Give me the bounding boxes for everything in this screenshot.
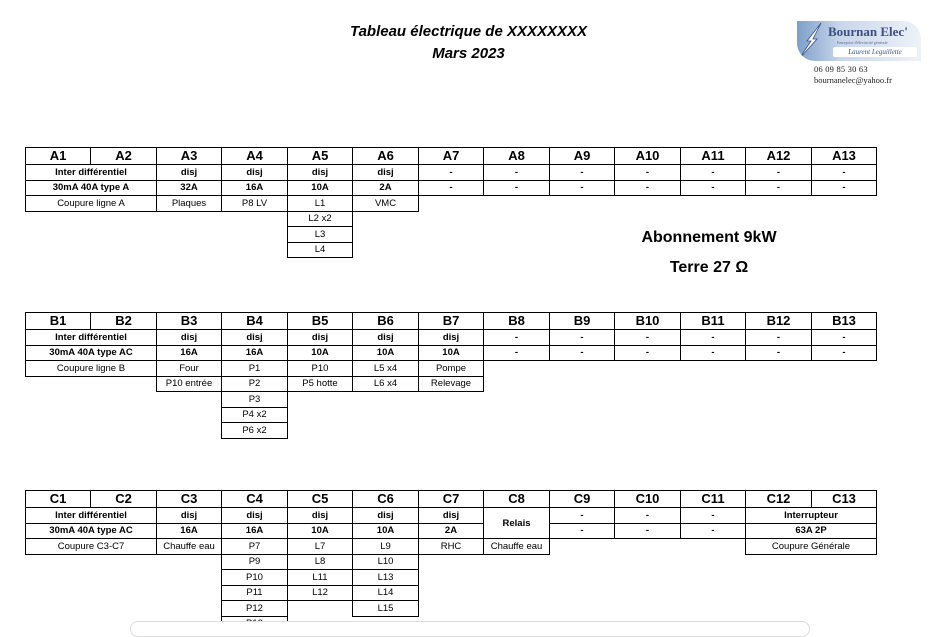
type-cell: - [812,330,877,346]
type-cell: disj [288,330,353,346]
circuit-cell: Chauffe eau [157,539,222,555]
circuit-cell: L3 [288,227,353,243]
table-row [26,376,877,392]
table-row [26,227,877,243]
rating-cell: 10A [288,180,353,196]
type-cell: disj [419,330,484,346]
header-cell: C12 [746,491,812,508]
relay-cell: Relais [484,508,550,539]
type-cell: disj [222,330,288,346]
logo-badge [797,21,921,61]
circuit-cell: L5 x4 [353,361,419,377]
type-cell: disj [157,165,222,181]
circuit-cell: Four [157,361,222,377]
type-cell: disj [288,508,353,524]
logo-owner-name: Laurent Leguillette [833,47,917,57]
circuit-cell: P12 [222,601,288,617]
header-cell: C1 [26,491,91,508]
header-cell: B11 [681,313,746,330]
header-cell: A13 [812,148,877,165]
circuit-cell: P9 [222,554,288,570]
type-cell: disj [157,508,222,524]
table-row [26,585,877,601]
panel-a-table [25,147,877,258]
type-cell: disj [353,165,419,181]
header-cell: C6 [353,491,419,508]
circuit-cell: Coupure C3-C7 [26,539,157,555]
type-cell: - [746,165,812,181]
type-cell: disj [157,330,222,346]
header-cell: A7 [419,148,484,165]
circuit-cell: L12 [288,585,353,601]
table-row [26,313,877,330]
rating-cell: 10A [288,523,353,539]
header-cell: C4 [222,491,288,508]
rating-cell: 30mA 40A type AC [26,523,157,539]
rating-cell: - [681,523,746,539]
logo-phone: 06 09 85 30 63 [814,64,868,74]
table-row [26,242,877,258]
rating-cell: - [812,345,877,361]
type-cell: - [681,165,746,181]
rating-cell: - [419,180,484,196]
header-cell: A6 [353,148,419,165]
rating-cell: - [746,345,812,361]
circuit-cell: L11 [288,570,353,586]
type-cell: - [615,508,681,524]
circuit-cell: P11 [222,585,288,601]
header-cell: B6 [353,313,419,330]
type-cell: - [681,508,746,524]
table-row [26,330,877,346]
type-cell: - [615,165,681,181]
circuit-cell: Pompe [419,361,484,377]
rating-cell: 2A [419,523,484,539]
type-cell: - [484,165,550,181]
header-cell: B7 [419,313,484,330]
type-cell: Inter différentiel [26,330,157,346]
main-switch-cell: Interrupteur [746,508,877,524]
circuit-cell: L4 [288,242,353,258]
header-cell: C5 [288,491,353,508]
header-cell: A11 [681,148,746,165]
rating-cell: 10A [288,345,353,361]
rating-cell: 10A [353,523,419,539]
circuit-cell: Chauffe eau [484,539,550,555]
table-row [26,554,877,570]
header-cell: A8 [484,148,550,165]
header-cell: B12 [746,313,812,330]
circuit-cell: Plaques [157,196,222,212]
table-row [26,165,877,181]
header-cell: A2 [91,148,157,165]
header-cell: C8 [484,491,550,508]
panel-c-table [25,490,877,632]
circuit-cell: P4 x2 [222,407,288,423]
table-row [26,523,877,539]
rating-cell: 2A [353,180,419,196]
table-row [26,180,877,196]
type-cell: - [419,165,484,181]
table-row [26,196,877,212]
header-cell: B8 [484,313,550,330]
table-row [26,392,877,408]
header-cell: A10 [615,148,681,165]
circuit-cell: L9 [353,539,419,555]
rating-cell: 16A [157,523,222,539]
type-cell: disj [419,508,484,524]
circuit-cell: L10 [353,554,419,570]
rating-cell: - [812,180,877,196]
header-cell: A4 [222,148,288,165]
circuit-cell: Coupure ligne A [26,196,157,212]
header-cell: A12 [746,148,812,165]
table-row [26,211,877,227]
lightning-bolt-icon [797,21,831,61]
header-cell: A3 [157,148,222,165]
rating-cell: - [484,345,550,361]
circuit-cell: Coupure ligne B [26,361,157,377]
circuit-cell: P1 [222,361,288,377]
logo-email: bournanelec@yahoo.fr [814,75,892,85]
circuit-cell: VMC [353,196,419,212]
circuit-cell: L13 [353,570,419,586]
rating-cell: - [550,180,615,196]
panel-b-table [25,312,877,439]
header-cell: C7 [419,491,484,508]
header-cell: A5 [288,148,353,165]
company-logo [797,21,923,91]
circuit-cell: L7 [288,539,353,555]
rating-cell: - [615,345,681,361]
table-row [26,539,877,555]
header-cell: B3 [157,313,222,330]
rating-cell: 16A [222,180,288,196]
header-cell: C10 [615,491,681,508]
circuit-cell: P2 [222,376,288,392]
header-cell: A1 [26,148,91,165]
header-cell: B4 [222,313,288,330]
page-title: Tableau électrique de XXXXXXXX [349,23,588,40]
circuit-cell: P8 LV [222,196,288,212]
rating-cell: - [746,180,812,196]
rating-cell: 16A [157,345,222,361]
header-cell: C13 [812,491,877,508]
header-cell: B2 [91,313,157,330]
circuit-cell: L1 [288,196,353,212]
table-row [26,361,877,377]
table-row [26,570,877,586]
rating-cell: 10A [353,345,419,361]
table-row [26,345,877,361]
rating-cell: - [484,180,550,196]
logo-tagline: Entreprise d'électricité générale [837,40,888,45]
header-cell: B10 [615,313,681,330]
page-subtitle: Mars 2023 [432,45,505,62]
header-cell: C11 [681,491,746,508]
rating-cell: 16A [222,345,288,361]
circuit-cell: L14 [353,585,419,601]
circuit-cell: P7 [222,539,288,555]
table-row [26,407,877,423]
circuit-cell: L15 [353,601,419,617]
type-cell: - [681,330,746,346]
circuit-cell: RHC [419,539,484,555]
circuit-cell: P10 [288,361,353,377]
type-cell: - [550,508,615,524]
header-cell: A9 [550,148,615,165]
table-row [26,508,877,524]
rating-cell: 16A [222,523,288,539]
logo-company-name: Bournan Elec' [828,24,908,39]
rating-cell: - [550,523,615,539]
header-cell: C3 [157,491,222,508]
type-cell: - [615,330,681,346]
type-cell: disj [353,330,419,346]
main-cut-cell: Coupure Générale [746,539,877,555]
rating-cell: 30mA 40A type AC [26,345,157,361]
type-cell: - [550,330,615,346]
header-cell: B1 [26,313,91,330]
type-cell: - [746,330,812,346]
rating-cell: 32A [157,180,222,196]
subscription-info: Abonnement 9kW [641,229,777,246]
circuit-cell: P5 hotte [288,376,353,392]
circuit-cell: P10 [222,570,288,586]
circuit-cell: P3 [222,392,288,408]
circuit-cell: Relevage [419,376,484,392]
rating-cell: - [681,180,746,196]
type-cell: disj [222,508,288,524]
table-row [26,491,877,508]
rating-cell: - [615,523,681,539]
circuit-cell: L2 x2 [288,211,353,227]
type-cell: Inter différentiel [26,508,157,524]
rating-cell: 30mA 40A type A [26,180,157,196]
circuit-cell: P10 entrée [157,376,222,392]
header-cell: B9 [550,313,615,330]
table-row [26,423,877,439]
type-cell: disj [353,508,419,524]
type-cell: - [812,165,877,181]
type-cell: disj [288,165,353,181]
header-cell: B13 [812,313,877,330]
main-switch-rating-cell: 63A 2P [746,523,877,539]
header-cell: C9 [550,491,615,508]
table-row [26,601,877,617]
circuit-cell: L6 x4 [353,376,419,392]
rating-cell: 10A [419,345,484,361]
rating-cell: - [550,345,615,361]
type-cell: Inter différentiel [26,165,157,181]
type-cell: - [484,330,550,346]
earth-info: Terre 27 Ω [669,259,749,276]
table-row [26,148,877,165]
rating-cell: - [681,345,746,361]
header-cell: B5 [288,313,353,330]
circuit-cell: P6 x2 [222,423,288,439]
header-cell: C2 [91,491,157,508]
bottom-overlay-bar [130,621,810,637]
circuit-cell: L8 [288,554,353,570]
rating-cell: - [615,180,681,196]
type-cell: disj [222,165,288,181]
type-cell: - [550,165,615,181]
